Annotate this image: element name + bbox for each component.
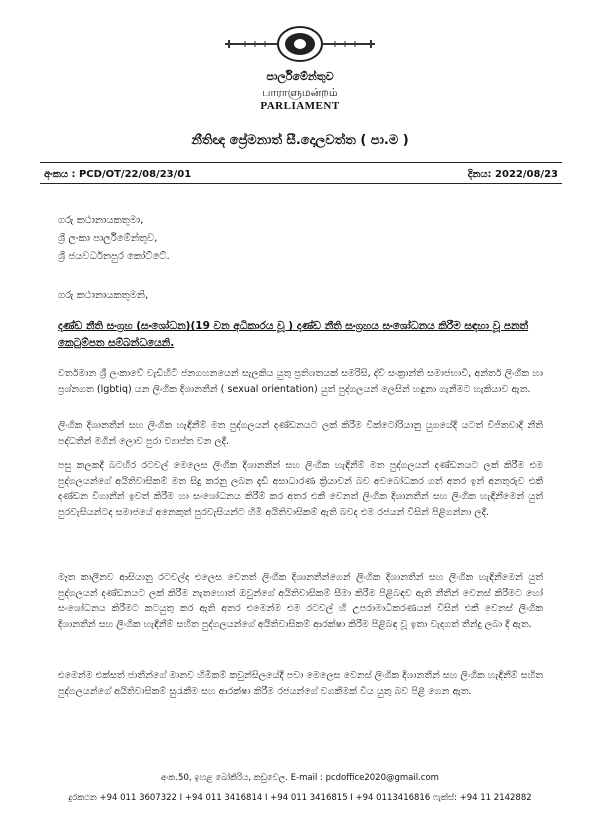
parliament-name-tamil: பாராளுமன்றம் xyxy=(262,86,338,99)
body-paragraph: එමෙන්ම එක්සත් ජාතීන්ගේ මානව හිමිකම් කවුන්සිලයේදී පවා මෙලෙස වෙනස් ලිංගික දිශානතීන් සහ ලිංගික හැඳිනීම් සහිත පුද්ගලයන්ගේ අයිතිවාසිකම් සුරැකීම සහ ආරක්ෂා කිරීම රජයන්ගේ වගකීමක් විය යුතු බව පිළි ගෙන ඇත. xyxy=(58,670,543,697)
body-paragraph: ලිංගික දිශානතීන් සහ ලිංගික හැඳිනීම් මත පුද්ගලයන් දණ්ඩනයට ලක් කිරීම වික්ටෝරියානු යුගයේදී යටත් විජිතවාදී නීති පද්ධතීන් මගින් ලොව පුරා ව්‍යාප්ත වන ලදී. xyxy=(58,420,543,447)
parliament-name-english: PARLIAMENT xyxy=(260,100,340,112)
parliament-mace-emblem xyxy=(225,26,375,66)
body-paragraph: වර්තමාන ශ්‍රී ලංකාවේ වැඩිහිටි ජනගහනයෙන් සැලකිය යුතු ප්‍රතිශතයක් සමරිසි, ද්වි සංක්‍රාන්ති සමාජභාවී, අන්තර් ලිංගික හා ප්‍රශ්නගත (lgbtiq) යන ලිංගික දිශානතීන් ( sexual orientation) යුත් පුද්ගලයන් ලෙසින් හඳුනා ගැනීමට හැකියාව ඇත. xyxy=(58,368,543,395)
parliament-name-sinhala: පාර්ලිමේන්තුව xyxy=(266,70,334,83)
footer-address: අංක.50, ඉහළ බෝකිරිය, කඩුවෙල. E-mail : pcdoffice2020@gmail.com xyxy=(161,773,439,783)
recipient-address xyxy=(58,212,170,266)
meta-divider xyxy=(40,183,562,184)
body-paragraph: පසු කලකදී බටහිර රටවල් මෙලෙස ලිංගික දිශානතීන් සහ ලිංගික හැඳිනීම් මත පුද්ගලයන් දණ්ඩනයට ලක් කිරීම එම පුද්ගලයන්ගේ අයිතිවාසිකම් මත සිදු කරනු ලබන දැඩි අසාධාරණ ක්‍රියාවන් බව අවබෝධකර ගත් අතර ඉන් අනතුරුව එකී දණ්ඩන විගානීන් ඉවත් කිරීම හා සංශෝධනය කිරීම් කර අතර එකී වෙනත් ලිංගික දිශානතීන් සහ ලිංගික හැඳිනීමෙන් යුත් පුරවැසියන්ටද සමාජයේ අනෙකුත් පුරවැසියන්ට හිමි අයිතිවාසිකම් ඇති බවද එම රජයන් විසින් පිළිගන්නා ලදී. xyxy=(58,460,543,518)
salutation: ගරු කථානායකතුමනි, xyxy=(58,290,149,301)
recipient-line: ශ්‍රී ලංකා පාර්ලිමේන්තුව, xyxy=(58,233,158,244)
footer-phones: දුරකථන +94 011 3607322 I +94 011 3416814 I +94 011 3416815 I +94 0113416816 ෆැක්ස්: +94 11 2142882 xyxy=(68,793,532,803)
letter-date: දිනය: 2022/08/23 xyxy=(467,169,558,180)
body-paragraph: මෑත කාලීනව ආසියානු රටවල්ද එලෙස වෙනත් ලිංගික දිශානතීන්ගෙන් ලිංගික දිශානතීන් සහ ලිංගික හැඳිනීමෙන් යුත් පුද්ගලයන් දණ්ඩනයට ලක් කිරීම නැතහොත් ඔවුන්ගේ අයිතිවාසිකම් සීමා කිරීම පිළිබඳව ඇති නීතීන් වෙනස් කිරීමට හෝ සංශෝධනය කිරීමට කටයුතු කර ඇති අතර එමෙන්ම එම රටවල් හි උපරාමාධිකරණයන් විසින් එකී වෙනස් ලිංගික දිශානතීන් සහ ලිංගික හැඳිනීම් සහිත පුද්ගලයන්ගේ අයිතිවාසිකම් ආරක්ෂා කිරීම පිළිබඳ වූ ඉතා වැදගත් තීන්දු ලබා දී ඇත. xyxy=(58,572,543,630)
recipient-line: ශ්‍රී ජයවර්ධනපුර කෝට්ටේ. xyxy=(58,251,170,262)
reference-number: අංකය : PCD/OT/22/08/23/01 xyxy=(44,169,192,180)
subject-line: දණ්ඩ නීති සංග්‍රහ (සංශෝධන)(19 වන අධිකාරය වූ ) දණ්ඩ නීති සංග්‍රහය සංශෝධනය කිරීම සඳහා වූ පනත් කෙටුම්පත සම්බන්ධයෙනි. xyxy=(58,320,529,349)
recipient-line: ගරු කථානායකතුමා, xyxy=(58,215,144,226)
header-divider xyxy=(40,162,562,163)
member-name: නීතිඥ ප්‍රේමනාත් සී.දොලවත්ත ( පා.ම ) xyxy=(191,133,409,148)
